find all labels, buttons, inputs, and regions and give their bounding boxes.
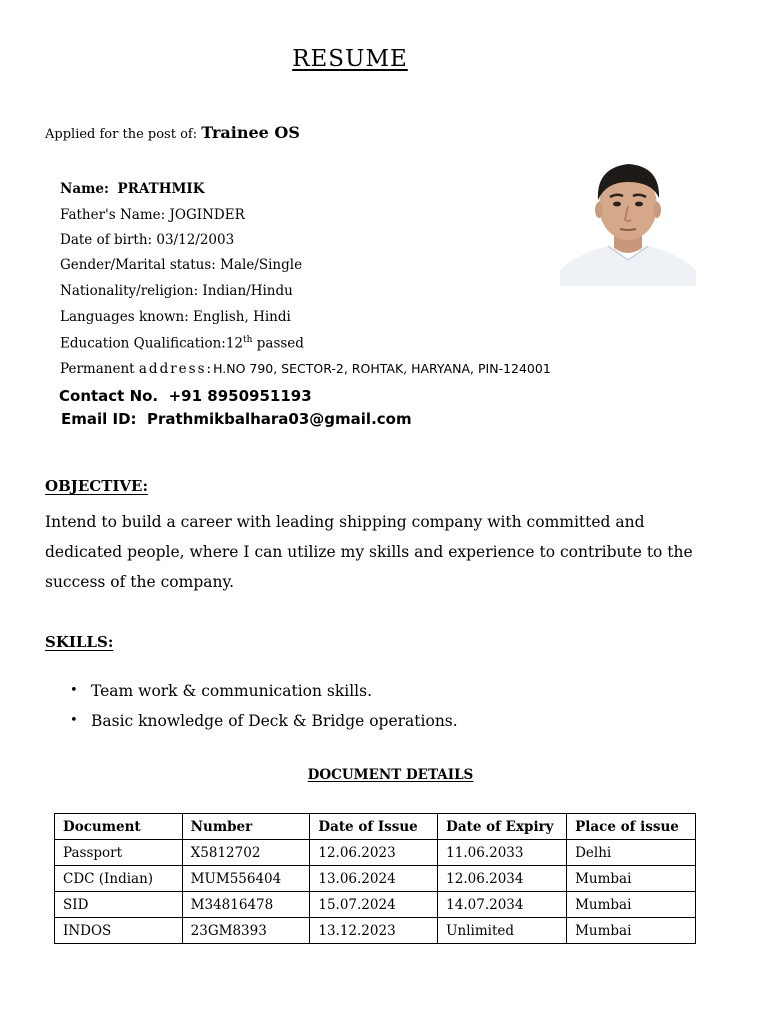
father-value: JOGINDER <box>169 207 245 223</box>
column-header: Number <box>182 814 310 840</box>
gender-label: Gender/Marital status: <box>60 257 216 273</box>
table-header-row <box>55 814 696 840</box>
objective-text-block <box>45 507 725 597</box>
resume-title: RESUME <box>292 46 408 72</box>
email-line <box>61 410 412 428</box>
table-row <box>55 866 696 892</box>
education-sup: th <box>243 335 253 345</box>
dob-label: Date of birth: <box>60 232 153 248</box>
applied-for-line <box>45 123 300 142</box>
education-label: Education Qualification: <box>60 335 226 352</box>
address-label-1: Permanent <box>60 361 135 377</box>
table-cell: Unlimited <box>438 918 567 944</box>
list-item <box>70 706 458 736</box>
table-row <box>55 892 696 918</box>
contact-value: +91 8950951193 <box>168 387 312 405</box>
table-cell: Mumbai <box>567 892 696 918</box>
table-cell: Mumbai <box>567 918 696 944</box>
languages-value: English, Hindi <box>193 309 291 325</box>
education-line <box>60 335 304 352</box>
education-value: 12 <box>225 335 244 352</box>
table-cell: M34816478 <box>182 892 310 918</box>
table-cell: 14.07.2034 <box>438 892 567 918</box>
father-label: Father's Name: <box>60 207 166 223</box>
skills-list <box>70 676 458 736</box>
objective-heading: OBJECTIVE: <box>45 477 149 495</box>
applied-post: Trainee OS <box>201 123 300 142</box>
profile-photo-graphic <box>560 160 696 286</box>
table-cell: Delhi <box>567 840 696 866</box>
table-cell: 15.07.2024 <box>310 892 438 918</box>
address-label-2: address: <box>138 361 214 377</box>
table-cell: Passport <box>55 840 183 866</box>
table-cell: 13.06.2024 <box>310 866 438 892</box>
contact-line <box>59 387 312 405</box>
name-label: Name: <box>60 181 109 197</box>
languages-line <box>60 309 291 325</box>
skill-text: Team work & communication skills. <box>91 682 373 700</box>
dob-line <box>60 232 234 248</box>
table-cell: 13.12.2023 <box>310 918 438 944</box>
email-label: Email ID: <box>61 410 137 428</box>
table-row <box>55 918 696 944</box>
column-header: Date of Expiry <box>438 814 567 840</box>
father-name-line <box>60 207 245 223</box>
table-cell: 12.06.2034 <box>438 866 567 892</box>
nationality-label: Nationality/religion: <box>60 283 199 299</box>
languages-label: Languages known: <box>60 309 189 325</box>
gender-line <box>60 257 302 273</box>
list-item <box>70 676 458 706</box>
document-details-heading: DOCUMENT DETAILS <box>307 767 474 783</box>
table-cell: 11.06.2033 <box>438 840 567 866</box>
address-line <box>60 361 551 377</box>
bullet-icon: • <box>70 683 78 698</box>
contact-label: Contact No. <box>59 387 159 405</box>
applied-label: Applied for the post of: <box>45 127 198 142</box>
table-cell: INDOS <box>55 918 183 944</box>
name-value: PRATHMIK <box>117 181 205 197</box>
table-cell: Mumbai <box>567 866 696 892</box>
table-cell: 23GM8393 <box>182 918 310 944</box>
profile-photo <box>560 160 696 286</box>
column-header: Document <box>55 814 183 840</box>
gender-value: Male/Single <box>220 257 303 273</box>
column-header: Place of issue <box>567 814 696 840</box>
table-cell: X5812702 <box>182 840 310 866</box>
column-header: Date of Issue <box>310 814 438 840</box>
bullet-icon: • <box>70 713 78 728</box>
nationality-value: Indian/Hindu <box>202 283 293 299</box>
email-value: Prathmikbalhara03@gmail.com <box>147 410 412 428</box>
skill-text: Basic knowledge of Deck & Bridge operations. <box>91 712 458 730</box>
table-cell: MUM556404 <box>182 866 310 892</box>
dob-value: 03/12/2003 <box>156 232 235 248</box>
address-value: H.NO 790, SECTOR-2, ROHTAK, HARYANA, PIN-124001 <box>213 361 551 376</box>
nationality-line <box>60 283 293 299</box>
table-row <box>55 840 696 866</box>
name-line <box>60 181 204 197</box>
document-details-table <box>54 813 696 944</box>
table-cell: SID <box>55 892 183 918</box>
table-cell: CDC (Indian) <box>55 866 183 892</box>
skills-heading: SKILLS: <box>45 633 114 651</box>
objective-text: Intend to build a career with leading shipping company with committed and dedicated people, where I can utilize my skills and experience to contribute to the success of the company. <box>45 513 693 591</box>
table-cell: 12.06.2023 <box>310 840 438 866</box>
education-suffix: passed <box>256 335 304 352</box>
